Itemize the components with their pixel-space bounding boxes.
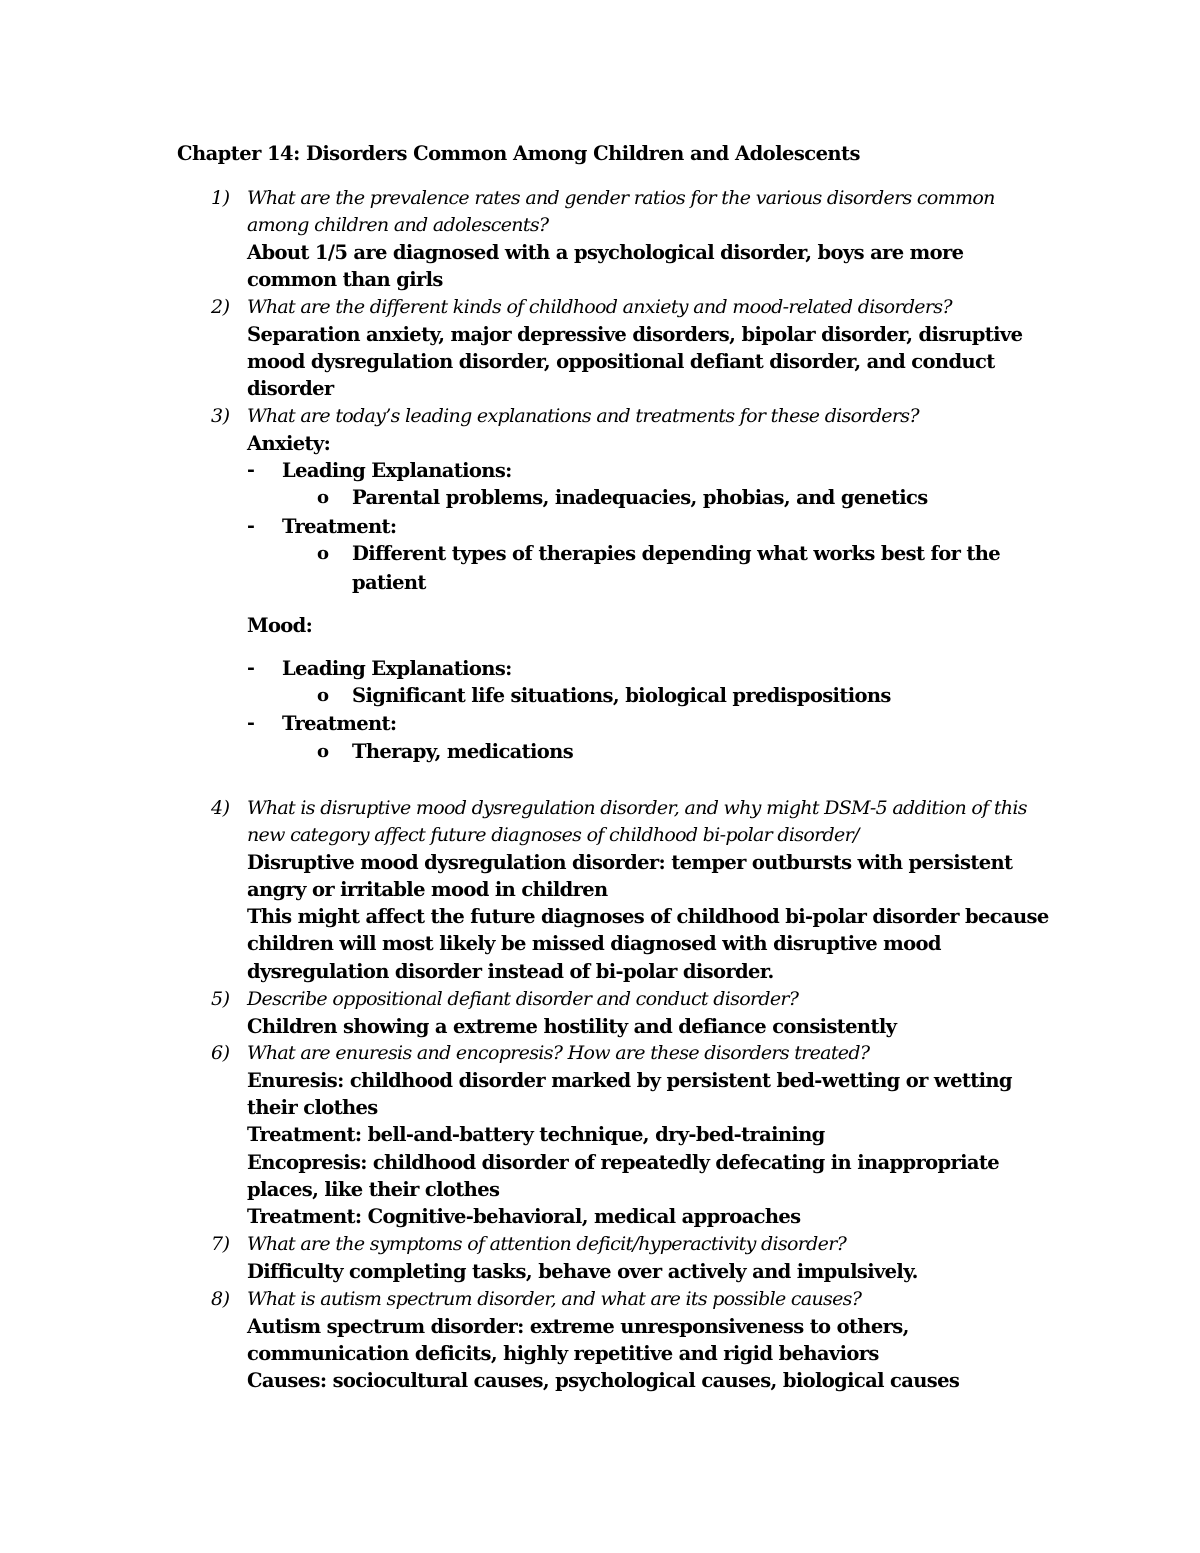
question-number-5: 5) <box>211 988 230 1010</box>
answer-7-line-1: Difficulty completing tasks, behave over actively and impulsively. <box>247 1260 918 1283</box>
question-7-line-1: What are the symptoms of attention deficit/hyperactivity disorder? <box>247 1233 847 1255</box>
dash-bullet: - <box>247 657 255 679</box>
question-number-1: 1) <box>211 187 230 209</box>
question-4-line-1: What is disruptive mood dysregulation disorder, and why might DSM-5 addition of this <box>247 797 1027 819</box>
answer-6-line-1: Enuresis: childhood disorder marked by persistent bed-wetting or wetting <box>247 1069 1012 1092</box>
circle-bullet: o <box>317 543 330 564</box>
question-number-4: 4) <box>211 797 230 819</box>
answer-1-line-1: About 1/5 are diagnosed with a psychological disorder, boys are more <box>247 241 964 264</box>
answer-5-line-1: Children showing a extreme hostility and defiance consistently <box>247 1015 897 1038</box>
question-1-line-2: among children and adolescents? <box>247 214 549 236</box>
anxiety-explanations-text: Parental problems, inadequacies, phobias, and genetics <box>352 486 928 509</box>
answer-6-line-3: Treatment: bell-and-battery technique, dry-bed-training <box>247 1123 825 1146</box>
answer-1-line-2: common than girls <box>247 268 443 291</box>
mood-treatment-label: Treatment: <box>282 712 397 735</box>
anxiety-treatment-line-2: patient <box>352 571 426 594</box>
answer-2-line-3: disorder <box>247 377 334 400</box>
question-2-line-1: What are the different kinds of childhood anxiety and mood-related disorders? <box>247 296 952 318</box>
circle-bullet: o <box>317 741 330 762</box>
mood-explanations-label: Leading Explanations: <box>282 657 512 680</box>
question-number-3: 3) <box>211 405 230 427</box>
circle-bullet: o <box>317 685 330 706</box>
anxiety-treatment-label: Treatment: <box>282 515 397 538</box>
question-8-line-1: What is autism spectrum disorder, and what are its possible causes? <box>247 1288 862 1310</box>
answer-4-line-4: children will most likely be missed diagnosed with disruptive mood <box>247 932 941 955</box>
answer-4-line-1: Disruptive mood dysregulation disorder: temper outbursts with persistent <box>247 851 1013 874</box>
answer-8-line-2: communication deficits, highly repetitive and rigid behaviors <box>247 1342 879 1365</box>
dash-bullet: - <box>247 515 255 537</box>
answer-4-line-2: angry or irritable mood in children <box>247 878 608 901</box>
answer-6-line-5: places, like their clothes <box>247 1178 500 1201</box>
answer-6-line-2: their clothes <box>247 1096 378 1119</box>
question-5-line-1: Describe oppositional defiant disorder and conduct disorder? <box>247 988 799 1010</box>
answer-4-line-3: This might affect the future diagnoses of childhood bi-polar disorder because <box>247 905 1049 928</box>
answer-4-line-5: dysregulation disorder instead of bi-polar disorder. <box>247 960 774 983</box>
mood-treatment-text: Therapy, medications <box>352 740 574 763</box>
anxiety-treatment-line-1: Different types of therapies depending what works best for the <box>352 542 1001 565</box>
mood-heading: Mood: <box>247 614 313 637</box>
answer-8-line-1: Autism spectrum disorder: extreme unresponsiveness to others, <box>247 1315 909 1338</box>
question-number-2: 2) <box>211 296 230 318</box>
question-number-7: 7) <box>211 1233 230 1255</box>
answer-2-line-1: Separation anxiety, major depressive disorders, bipolar disorder, disruptive <box>247 323 1023 346</box>
question-3-line-1: What are today’s leading explanations and treatments for these disorders? <box>247 405 919 427</box>
answer-2-line-2: mood dysregulation disorder, oppositional defiant disorder, and conduct <box>247 350 995 373</box>
question-1-line-1: What are the prevalence rates and gender ratios for the various disorders common <box>247 187 995 209</box>
answer-6-line-4: Encopresis: childhood disorder of repeatedly defecating in inappropriate <box>247 1151 1000 1174</box>
mood-explanations-text: Significant life situations, biological predispositions <box>352 684 891 707</box>
dash-bullet: - <box>247 712 255 734</box>
question-6-line-1: What are enuresis and encopresis? How are these disorders treated? <box>247 1042 870 1064</box>
answer-8-line-3: Causes: sociocultural causes, psychological causes, biological causes <box>247 1369 960 1392</box>
question-number-6: 6) <box>211 1042 230 1064</box>
question-number-8: 8) <box>211 1288 230 1310</box>
circle-bullet: o <box>317 487 330 508</box>
dash-bullet: - <box>247 459 255 481</box>
anxiety-explanations-label: Leading Explanations: <box>282 459 512 482</box>
anxiety-heading: Anxiety: <box>247 432 331 455</box>
chapter-title: Chapter 14: Disorders Common Among Children and Adolescents <box>177 142 860 165</box>
answer-6-line-6: Treatment: Cognitive-behavioral, medical approaches <box>247 1205 801 1228</box>
question-4-line-2: new category affect future diagnoses of childhood bi-polar disorder/ <box>247 824 859 846</box>
